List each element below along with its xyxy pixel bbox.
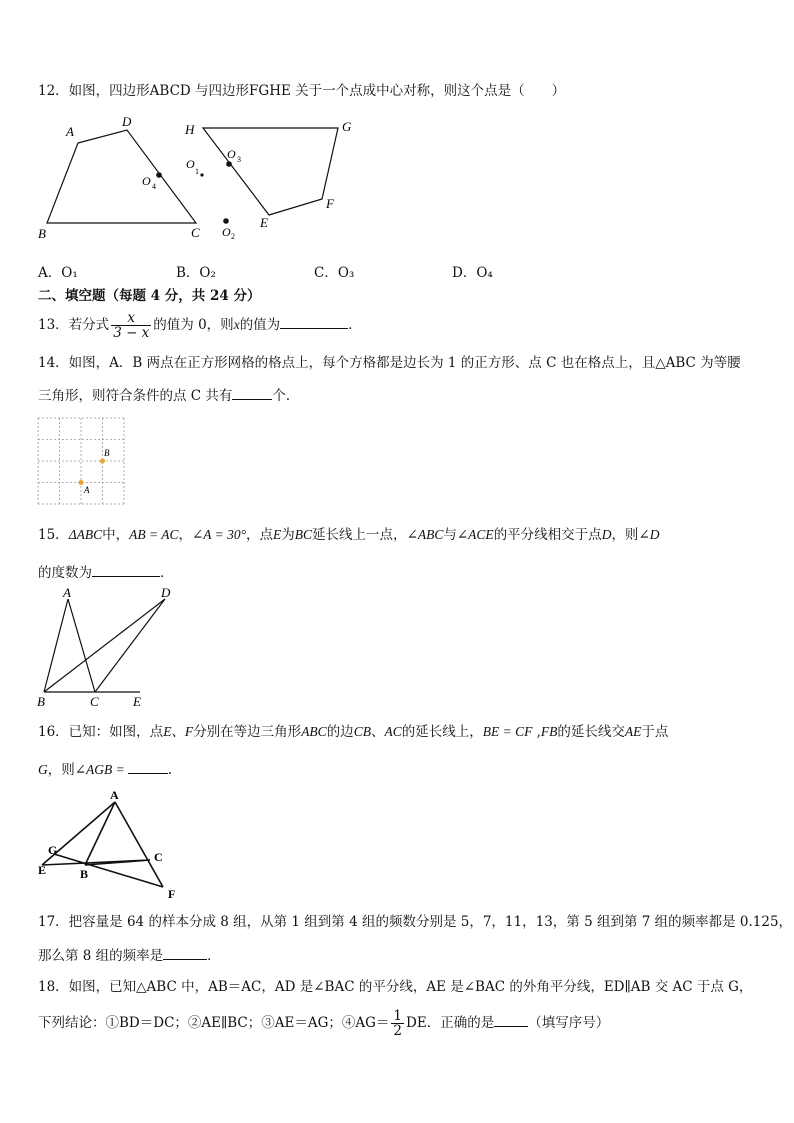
label-G: G <box>48 843 58 857</box>
q16-figure <box>30 788 190 901</box>
q15-figure <box>30 585 190 710</box>
label-D: D <box>161 585 171 600</box>
label-B: B <box>104 448 110 458</box>
q18-line2: 下列结论：①BD＝DC；②AE∥BC；③AE＝AG；④AG＝ $\frac{1}{2}$ DE．正确的是 （填写序号） <box>38 1008 610 1039</box>
q12-text: 12．如图，四边形ABCD 与四边形FGHE 关于一个点成中心对称，则这个点是（ ） <box>38 83 566 99</box>
label-E: E <box>38 863 47 877</box>
q14-line1: 14．如图，A．B 两点在正方形网格的格点上，每个方格都是边长为 1 的正方形、点 C 也在格点上，且△ABC 为等腰 <box>38 355 741 371</box>
q12-option-a[interactable]: A．O₁ <box>38 265 78 281</box>
label-E: E <box>260 215 268 230</box>
label-C: C <box>90 694 99 709</box>
point-o1 <box>200 173 203 176</box>
label-B: B <box>38 226 46 241</box>
point-o2 <box>223 218 229 224</box>
q13: 13．若分式 $\frac{x}{3 - x}$ 的值为 0，则x的值为 ． <box>38 310 362 341</box>
q14-answer-blank[interactable] <box>232 385 272 400</box>
section-heading: 二、填空题（每题 4 分，共 24 分） <box>38 288 261 304</box>
q18-fraction: $\frac{1}{2}$ <box>393 1008 403 1039</box>
point-a <box>79 480 84 485</box>
q12-figure <box>30 110 370 245</box>
label-F: F <box>168 887 176 901</box>
q16-line1: 16．已知：如图，点E、F分别在等边三角形ABC的边CB、AC的延长线上，BE = CF ,FB的延长线交AE于点 <box>38 724 669 740</box>
q17-line1: 17．把容量是 64 的样本分成 8 组，从第 1 组到第 4 组的频数分别是 5，7，11，13，第 5 组到第 7 组的频率都是 0.125， <box>38 914 793 930</box>
label-O2: O <box>222 225 231 239</box>
label-H: H <box>185 122 195 137</box>
quad-hgfe <box>203 128 338 215</box>
label-A: A <box>66 124 74 139</box>
label-O3: O <box>227 147 236 161</box>
label-A: A <box>110 788 119 802</box>
q16-answer-blank[interactable] <box>128 759 168 774</box>
label-O1-sub: 1 <box>195 167 199 176</box>
q17-answer-blank[interactable] <box>163 945 207 960</box>
q14-line2: 三角形，则符合条件的点 C 共有 个． <box>38 385 299 406</box>
label-A: A <box>84 485 90 495</box>
label-O4-sub: 4 <box>152 182 156 191</box>
label-O4: O <box>142 174 151 188</box>
label-O1: O <box>186 157 195 171</box>
label-C: C <box>154 850 163 864</box>
q16-line2: G，则∠AGB = . <box>38 759 172 780</box>
q12-option-d[interactable]: D．O₄ <box>452 265 493 281</box>
label-B: B <box>80 867 89 881</box>
point-o3 <box>226 161 232 167</box>
q15-line2: 的度数为 ． <box>38 562 174 583</box>
label-O3-sub: 3 <box>237 155 241 164</box>
label-B: B <box>37 694 45 709</box>
q13-fraction: $\frac{x}{3 - x}$ <box>113 310 150 341</box>
label-G: G <box>342 119 352 134</box>
label-D: D <box>122 114 132 129</box>
label-F: F <box>326 196 334 211</box>
q12-option-c[interactable]: C．O₃ <box>314 265 355 281</box>
q15-answer-blank[interactable] <box>92 562 160 577</box>
q17-line2: 那么第 8 组的频率是 ． <box>38 945 221 966</box>
q12-option-b[interactable]: B．O₂ <box>176 265 216 281</box>
q14-grid-figure <box>38 418 126 504</box>
q18-answer-blank[interactable] <box>494 1012 528 1027</box>
label-E: E <box>133 694 141 709</box>
point-o4 <box>156 172 162 178</box>
label-C: C <box>191 225 200 240</box>
q18-line1: 18．如图，已知△ABC 中，AB＝AC，AD 是∠BAC 的平分线，AE 是∠BAC 的外角平分线，ED∥AB 交 AC 于点 G， <box>38 979 753 995</box>
q15-line1: 15．ΔABC中，AB = AC，∠A = 30°，点E为BC延长线上一点，∠ABC与∠ACE的平分线相交于点D，则∠D <box>38 527 660 543</box>
point-b <box>100 459 105 464</box>
label-O2-sub: 2 <box>231 232 235 241</box>
label-A: A <box>63 585 71 600</box>
q13-answer-blank[interactable] <box>280 314 348 329</box>
quad-abcd <box>47 130 196 223</box>
